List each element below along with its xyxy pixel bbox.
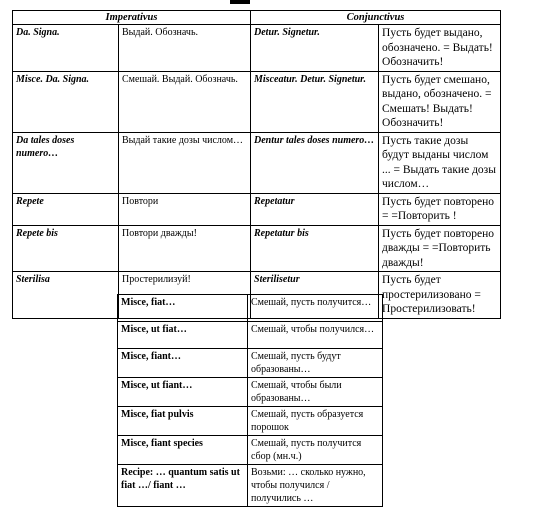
imperative-russian: Выдай. Обозначь. [119,25,251,72]
phrase-russian: Смешай, пусть получится… [248,295,383,322]
table-row [13,71,501,132]
phrase-latin: Misce, ut fiat… [118,322,248,349]
table-header-row [13,11,501,25]
phrase-russian: Смешай, пусть получится сбор (мн.ч.) [248,436,383,465]
table-row [118,407,383,436]
imperative-latin: Repete bis [13,225,119,272]
table-row [118,322,383,349]
conjunctive-russian: Пусть будет повторено = =Повторить ! [379,193,501,225]
phrase-latin: Misce, fiant species [118,436,248,465]
imperativus-header: Imperativus [13,11,251,25]
conjunctive-latin: Misceatur. Detur. Signetur. [251,71,379,132]
phrase-latin: Recipe: … quantum satis ut fiat …/ fiant … [118,465,248,507]
imperative-latin: Sterilisa [13,272,119,319]
table-row [13,132,501,193]
table-row [118,349,383,378]
table-row [118,465,383,507]
misce-phrases-table [117,294,383,507]
phrase-latin: Misce, fiat pulvis [118,407,248,436]
conjunctive-russian: Пусть будет выдано, обозначено. = Выдать! Обозначить! [379,25,501,72]
imperative-russian: Повтори дважды! [119,225,251,272]
conjunctive-latin: Repetatur bis [251,225,379,272]
phrase-russian: Смешай, чтобы были образованы… [248,378,383,407]
imperative-latin: Da tales doses numero… [13,132,119,193]
conjunctive-latin: Detur. Signetur. [251,25,379,72]
conjunctive-russian: Пусть будет простерилизовано = Простерилизовать! [379,272,501,319]
table-row [118,378,383,407]
conjunctive-russian: Пусть будет повторено дважды = =Повторить дважды! [379,225,501,272]
top-edge-fragment [230,0,250,4]
imperative-russian: Простерилизуй! [119,272,251,319]
table-row [13,225,501,272]
conjunctivus-header: Conjunctivus [251,11,501,25]
phrase-latin: Misce, fiat… [118,295,248,322]
imperative-latin: Repete [13,193,119,225]
table-row [13,25,501,72]
conjunctive-russian: Пусть такие дозы будут выданы числом ... = Выдать такие дозы числом… [379,132,501,193]
conjunctive-russian: Пусть будет смешано, выдано, обозначено. = Смешать! Выдать! Обозначить! [379,71,501,132]
phrase-russian: Возьми: … сколько нужно, чтобы получился / получились … [248,465,383,507]
phrase-latin: Misce, ut fiant… [118,378,248,407]
conjunctive-latin: Sterilisetur [251,272,379,319]
phrase-russian: Смешай, пусть образуется порошок [248,407,383,436]
conjunctive-latin: Repetatur [251,193,379,225]
phrase-russian: Смешай, пусть будут образованы… [248,349,383,378]
imperativus-conjunctivus-table [12,10,501,319]
imperative-latin: Da. Signa. [13,25,119,72]
conjunctive-latin: Dentur tales doses numero… [251,132,379,193]
table-row [118,436,383,465]
table-row [118,295,383,322]
imperative-russian: Повтори [119,193,251,225]
phrase-russian: Смешай, чтобы получился… [248,322,383,349]
imperative-russian: Выдай такие дозы числом… [119,132,251,193]
phrase-latin: Misce, fiant… [118,349,248,378]
table-row [13,193,501,225]
imperative-latin: Misce. Da. Signa. [13,71,119,132]
imperative-russian: Смешай. Выдай. Обозначь. [119,71,251,132]
